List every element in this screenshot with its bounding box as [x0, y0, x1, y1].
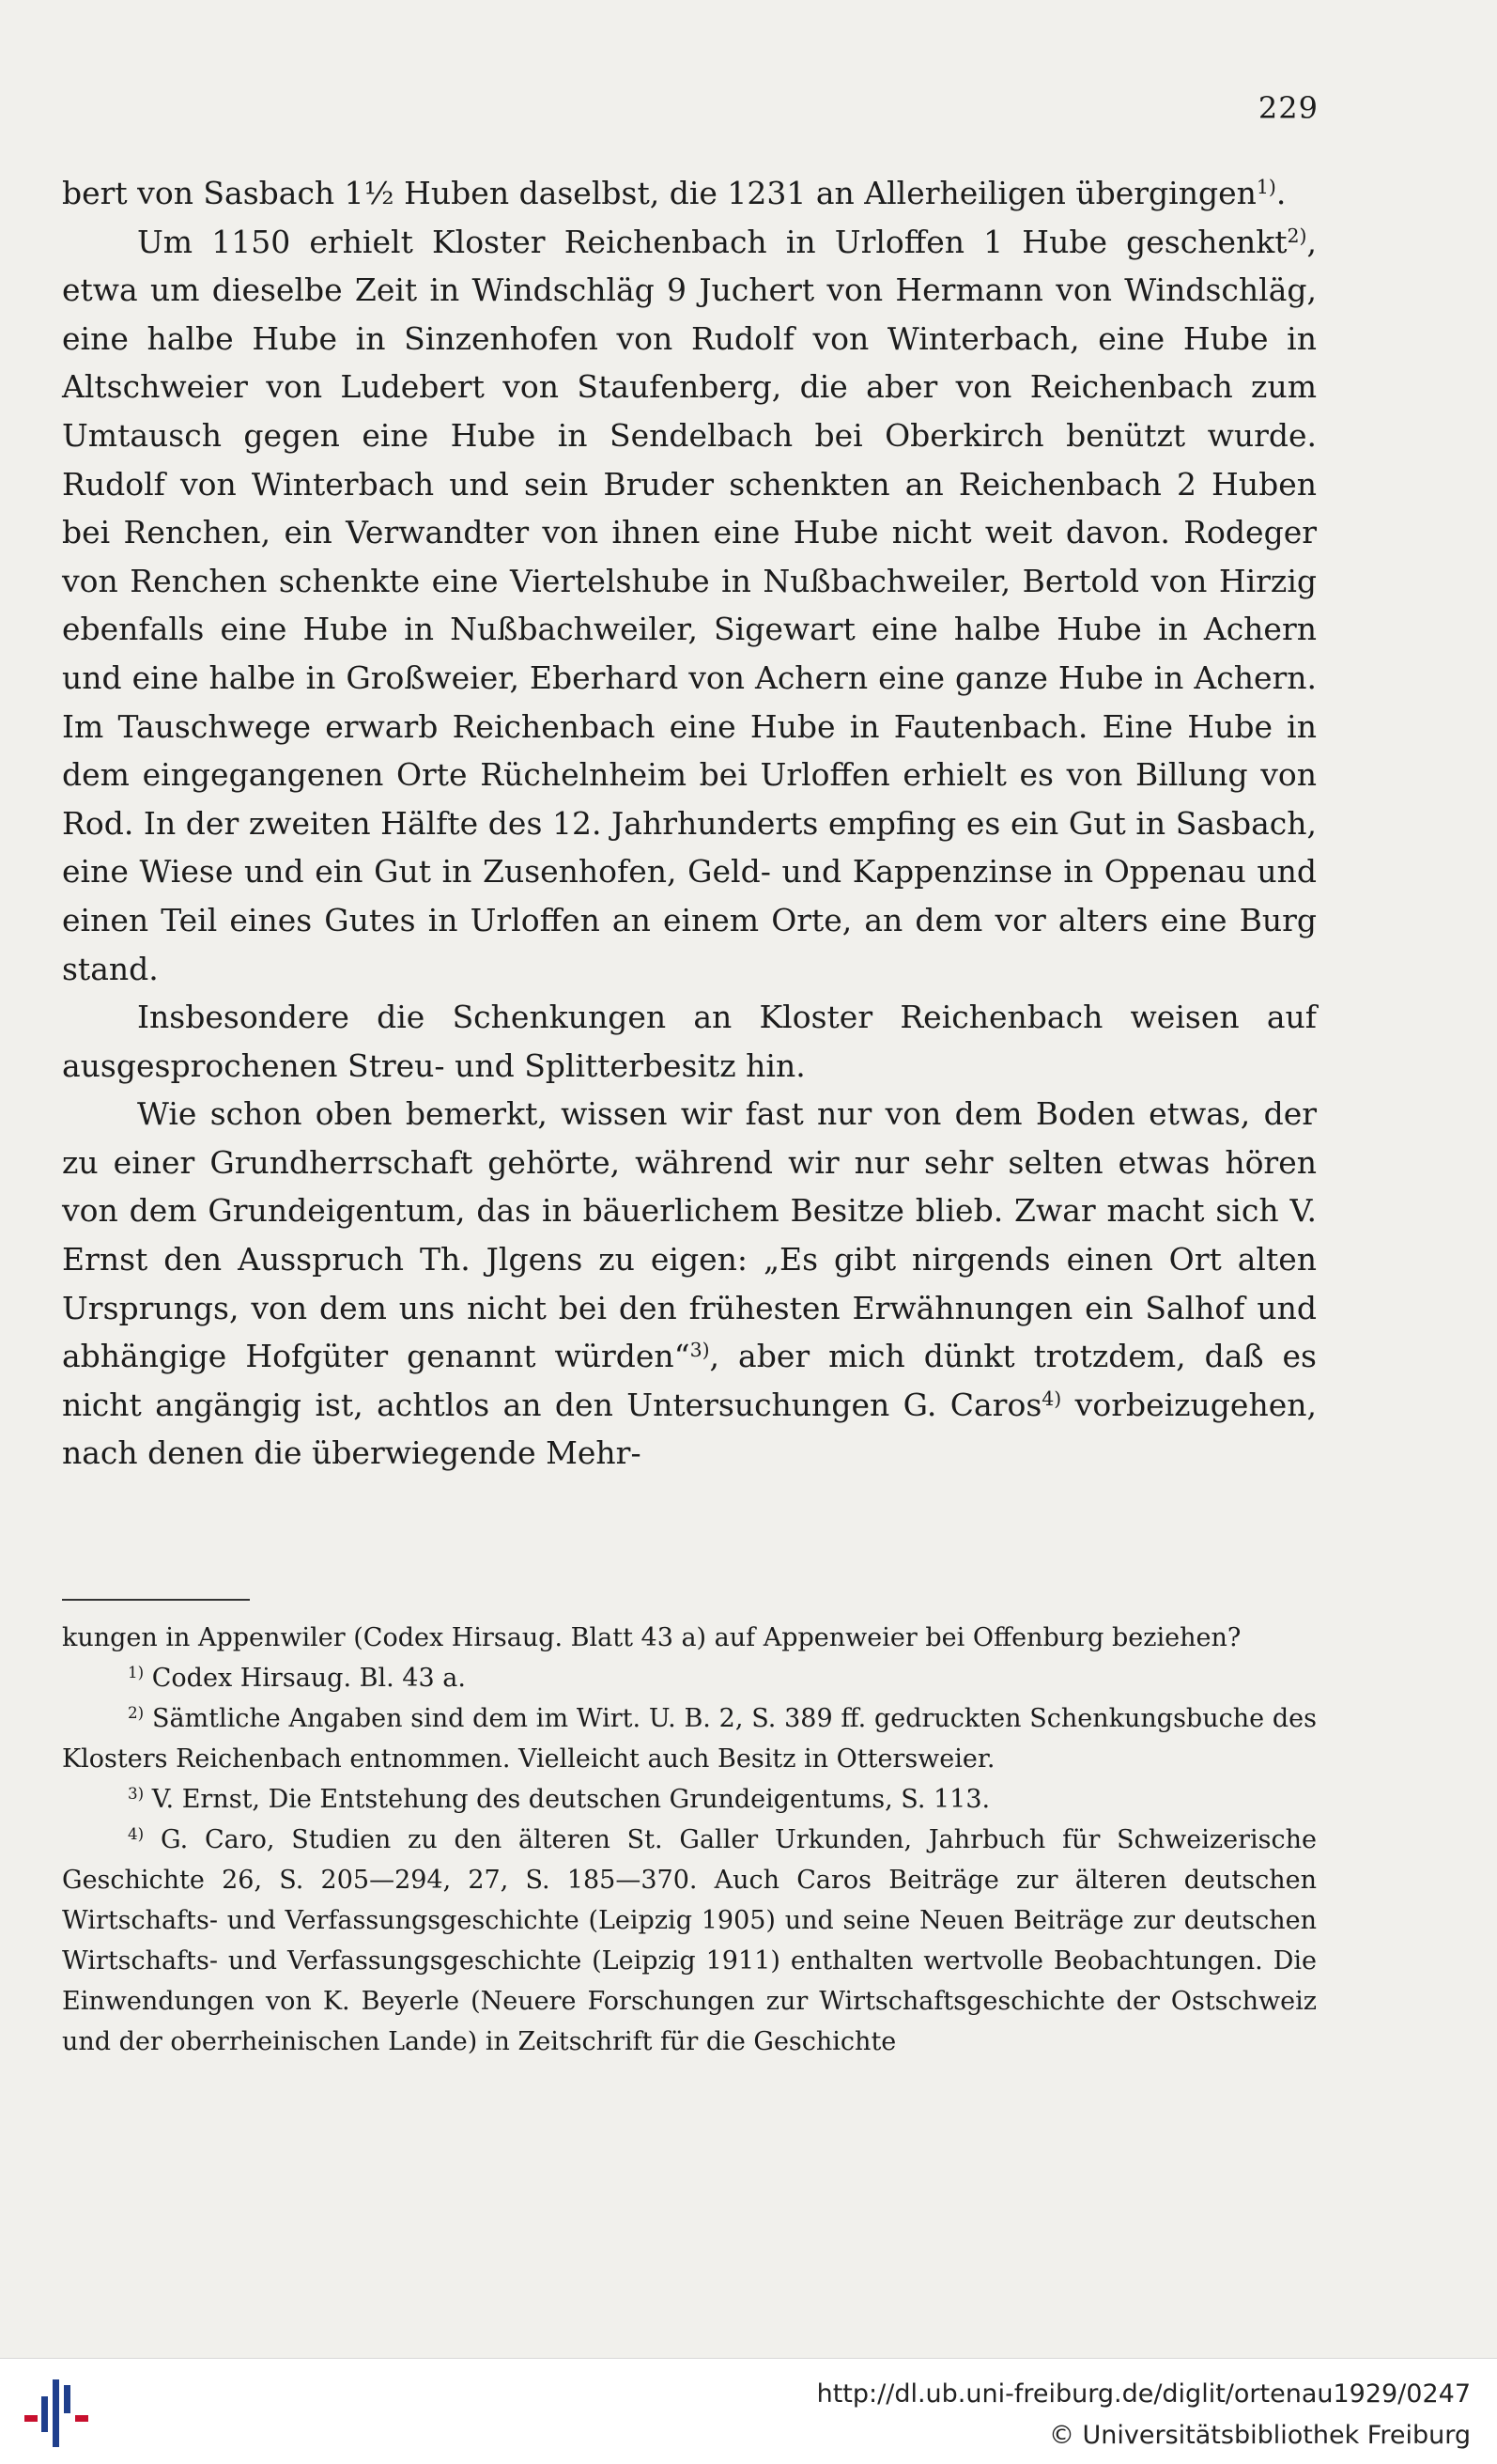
footnote-ref-3[interactable]: 3)	[689, 1339, 710, 1361]
copyright-text: © Universitätsbibliothek Freiburg	[1048, 2421, 1471, 2450]
permalink-url[interactable]: http://dl.ub.uni-freiburg.de/diglit/ortenau1929/0247	[816, 2379, 1471, 2409]
body-text	[62, 169, 1317, 1478]
paragraph-4: Wie schon oben bemerkt, wissen wir fast nur von dem Boden etwas, der zu einer Grundherrschaft gehörte, während wir nur sehr selten etwas hören von dem Grundeigentum, das in bäuerlichem Besitze blieb. Zwar macht sich V. Ernst den Ausspruch Th. Jlgens zu eigen: „Es gibt nirgends einen Ort alten Ursprungs, von dem uns nicht bei den frühesten Erwähnungen ein Salhof und abhängige Hofgüter genannt würden“$^{3)}$, aber mich dünkt trotzdem, daß es nicht angängig ist, achtlos an den Untersuchungen G. Caros$^{4)}$ vorbeizugehen, nach denen die überwiegende Mehr-	[62, 1095, 1317, 1472]
footnote-ref-1[interactable]: 1)	[1256, 175, 1276, 198]
footnote-marker: 4)	[128, 1823, 145, 1843]
footnote-ref-2[interactable]: 2)	[1287, 224, 1307, 247]
viewer-footer	[0, 2358, 1497, 2464]
paragraph-3: Insbesondere die Schenkungen an Kloster Reichenbach weisen auf ausgesprochenen Streu- und Splitterbesitz hin.	[62, 999, 1317, 1084]
page-number: 229	[1258, 90, 1319, 126]
footnote-ref-4[interactable]: 4)	[1042, 1387, 1062, 1410]
footnote-4: $^{4)}$ G. Caro, Studien zu den älteren St. Galler Urkunden, Jahrbuch für Schweizerische Geschichte 26, S. 205—294, 27, S. 185—370. Auch Caros Beiträge zur älteren deutschen Wirtschafts- und Verfassungsgeschichte (Leipzig 1905) und seine Neuen Beiträge zur deutschen Wirtschafts- und Verfassungsgeschichte (Leipzig 1911) enthalten wertvolle Beobachtungen. Die Einwendungen von K. Beyerle (Neuere Forschungen zur Wirtschaftsgeschichte der Ostschweiz und der oberrheinischen Lande) in Zeitschrift für die Geschichte	[62, 1823, 1317, 2056]
footnote-3: $^{3)}$ V. Ernst, Die Entstehung des deutschen Grundeigentums, S. 113.	[128, 1783, 991, 1814]
paragraph-1: bert von Sasbach 1½ Huben daselbst, die 1231 an Allerheiligen übergingen$^{1)}$.	[62, 175, 1287, 211]
footnote-marker: 2)	[128, 1702, 145, 1722]
footnote-continuation: kungen in Appenwiler (Codex Hirsaug. Blatt 43 a) auf Appenweier bei Offenburg beziehen?	[62, 1623, 1242, 1652]
footnote-marker: 1)	[128, 1662, 145, 1681]
footnote-marker: 3)	[128, 1783, 145, 1803]
footnote-divider	[62, 1599, 250, 1601]
ub-freiburg-logo-icon[interactable]	[21, 2376, 96, 2451]
footnotes	[62, 1618, 1317, 2062]
footnote-2: $^{2)}$ Sämtliche Angaben sind dem im Wirt. U. B. 2, S. 389 ff. gedruckten Schenkungsbuche des Klosters Reichenbach entnommen. Vielleicht auch Besitz in Ottersweier.	[62, 1702, 1317, 1774]
footnote-1: $^{1)}$ Codex Hirsaug. Bl. 43 a.	[128, 1662, 466, 1693]
paragraph-2: Um 1150 erhielt Kloster Reichenbach in Urloffen 1 Hube geschenkt$^{2)}$, etwa um dieselbe Zeit in Windschläg 9 Juchert von Hermann von Windschläg, eine halbe Hube in Sinzenhofen von Rudolf von Winterbach, eine Hube in Altschweier von Ludebert von Staufenberg, die aber von Reichenbach zum Umtausch gegen eine Hube in Sendelbach bei Oberkirch benützt wurde. Rudolf von Winterbach und sein Bruder schenkten an Reichenbach 2 Huben bei Renchen, ein Verwandter von ihnen eine Hube nicht weit davon. Rodeger von Renchen schenkte eine Viertelshube in Nußbachweiler, Bertold von Hirzig ebenfalls eine Hube in Nußbachweiler, Sigewart eine halbe Hube in Achern und eine halbe in Großweier, Eberhard von Achern eine ganze Hube in Achern. Im Tauschwege erwarb Reichenbach eine Hube in Fautenbach. Eine Hube in dem eingegangenen Orte Rüchelnheim bei Urloffen erhielt es von Billung von Rod. In der zweiten Hälfte des 12. Jahrhunderts empfing es ein Gut in Sasbach, eine Wiese und ein Gut in Zusenhofen, Geld- und Kappenzinse in Oppenau und einen Teil eines Gutes in Urloffen an einem Orte, an dem vor alters eine Burg stand.	[62, 223, 1317, 987]
